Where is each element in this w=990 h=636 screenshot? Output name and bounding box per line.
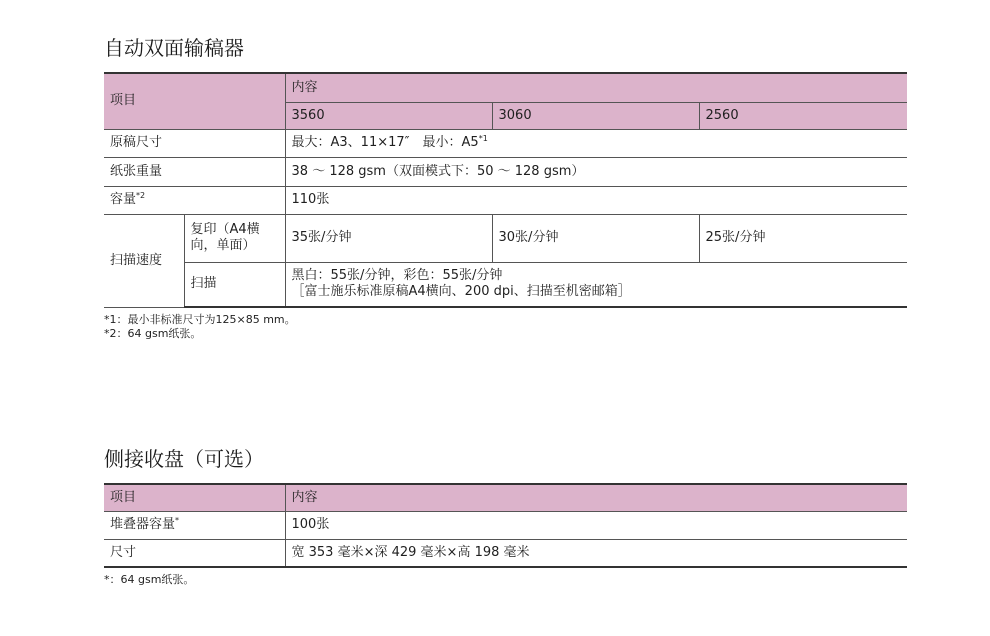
section-side-output-tray <box>104 446 907 587</box>
model-3060: 3060 <box>492 102 699 129</box>
section-auto-duplex-feeder <box>104 35 907 341</box>
spec-table-tray <box>104 483 907 568</box>
row-label-capacity: 容量$^{*2}$ <box>104 186 285 214</box>
row-label-original-size: 原稿尺寸 <box>104 129 285 157</box>
row-label-stack-capacity: 堆叠器容量* <box>104 511 285 539</box>
footnotes <box>104 313 907 341</box>
row-value-paper-weight: 38 ～ 128 gsm（双面模式下：50 ～ 128 gsm） <box>285 157 907 186</box>
copy-speed-3560: 35张/分钟 <box>285 214 492 262</box>
row-value-stack-capacity: 100张 <box>285 511 907 539</box>
row-sublabel-copy: 复印（A4横向，单面） <box>184 214 285 262</box>
table-row <box>104 262 907 307</box>
table-row <box>104 186 907 214</box>
scan-speed-value: 黑白：55张/分钟，彩色：55张/分钟 ［富士施乐标准原稿A4横向、200 dpi、扫描至机密邮箱］ <box>285 262 907 307</box>
footnotes <box>104 573 907 587</box>
row-value-capacity: 110张 <box>285 186 907 214</box>
row-sublabel-scan: 扫描 <box>184 262 285 307</box>
table-row <box>104 539 907 567</box>
row-label-scan-speed: 扫描速度 <box>104 214 184 307</box>
table-header-row <box>104 73 907 102</box>
footnote-1: *：64 gsm纸张。 <box>104 573 195 586</box>
copy-speed-2560: 25张/分钟 <box>699 214 907 262</box>
table-row <box>104 511 907 539</box>
table-row <box>104 157 907 186</box>
footnote-2: *2：64 gsm纸张。 <box>104 327 202 340</box>
header-item: 项目 <box>104 484 285 511</box>
row-label-paper-weight: 纸张重量 <box>104 157 285 186</box>
model-2560: 2560 <box>699 102 907 129</box>
row-value-size: 宽 353 毫米×深 429 毫米×高 198 毫米 <box>285 539 907 567</box>
table-row <box>104 129 907 157</box>
header-content: 内容 <box>285 484 907 511</box>
row-value-original-size: 最大：A3、11×17″ 最小：A5$^{*1}$ <box>285 129 907 157</box>
model-3560: 3560 <box>285 102 492 129</box>
footnote-1: *1：最小非标准尺寸为125×85 mm。 <box>104 313 296 326</box>
header-item: 项目 <box>104 73 285 129</box>
table-header-row <box>104 484 907 511</box>
section-title: 自动双面输稿器 <box>104 36 244 60</box>
spec-table-feeder <box>104 72 907 308</box>
row-label-size: 尺寸 <box>104 539 285 567</box>
header-content: 内容 <box>285 73 907 102</box>
section-title: 侧接收盘（可选） <box>104 447 264 471</box>
copy-speed-3060: 30张/分钟 <box>492 214 699 262</box>
table-row <box>104 214 907 262</box>
